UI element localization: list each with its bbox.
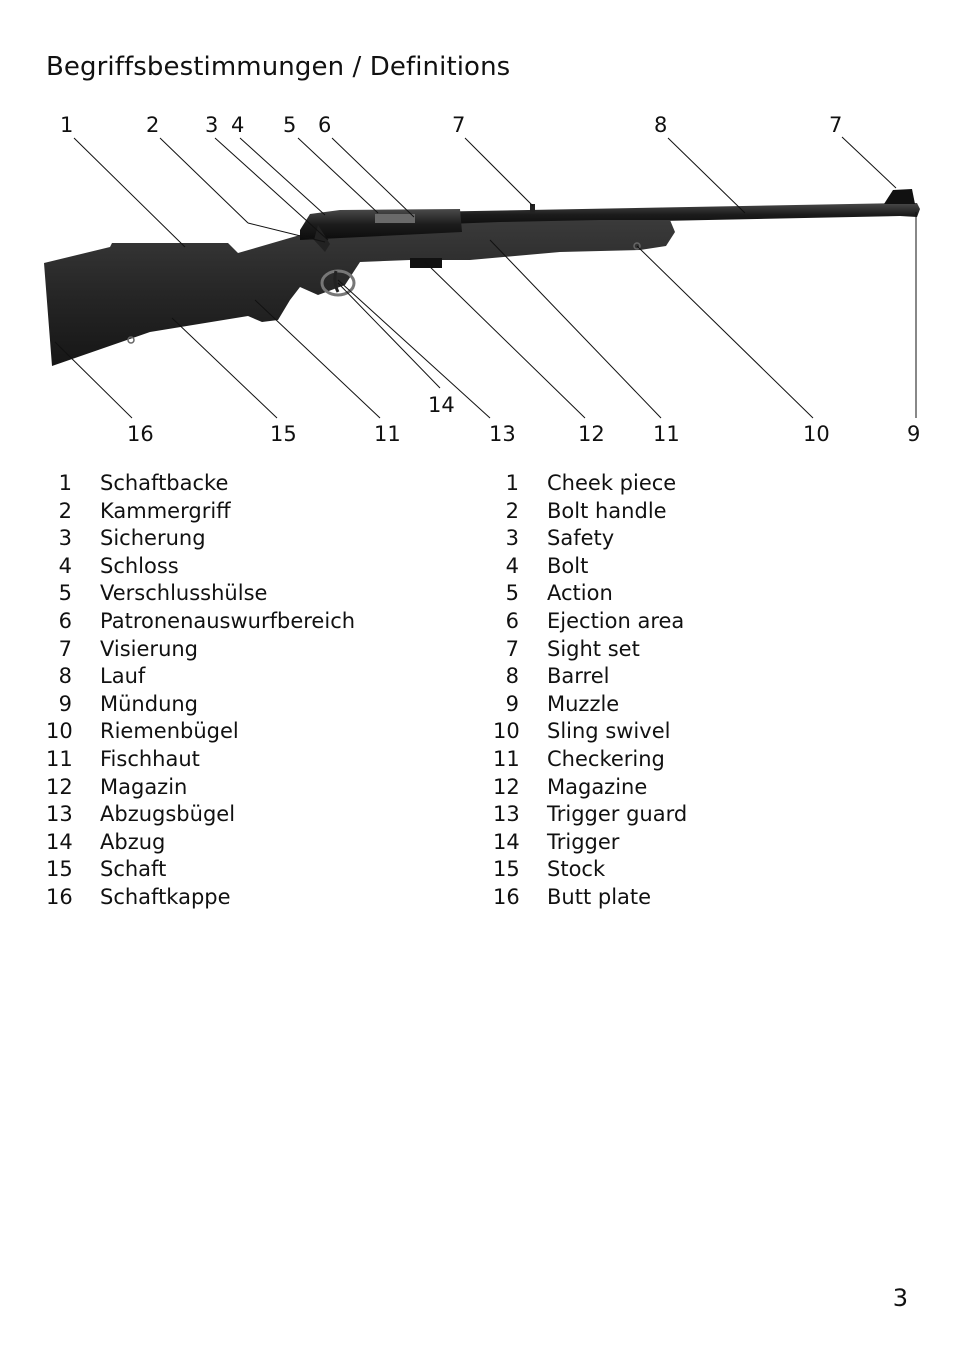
legend-number: 1 — [505, 471, 519, 495]
callout-7: 7 — [452, 113, 466, 137]
legend-label: Lauf — [100, 664, 146, 689]
legend-number: 10 — [46, 719, 73, 744]
legend-number: 13 — [493, 802, 520, 827]
callout-9: 9 — [907, 422, 921, 446]
legend-label: Trigger guard — [547, 802, 688, 827]
legend-number: 2 — [505, 498, 519, 523]
legend-label: Patronenauswurfbereich — [100, 608, 356, 633]
rifle-diagram — [0, 100, 954, 450]
legend-label: Action — [547, 581, 613, 606]
legend-label: Cheek piece — [547, 471, 677, 495]
page-number: 3 — [892, 1284, 908, 1312]
legend-label: Stock — [547, 857, 606, 882]
ejection-port-shape — [375, 214, 415, 223]
legend-number: 14 — [493, 829, 520, 854]
callout-6: 6 — [318, 113, 332, 137]
legend-number: 12 — [493, 774, 520, 799]
callout-14: 14 — [428, 393, 455, 417]
legend-label: Bolt — [547, 553, 589, 578]
callout-10: 10 — [803, 422, 830, 446]
rifle-illustration — [44, 189, 920, 366]
legend-label: Abzugsbügel — [100, 802, 236, 827]
legend-number: 5 — [505, 581, 519, 606]
legend-label: Bolt handle — [547, 498, 667, 523]
legend-label: Magazine — [547, 774, 648, 799]
front-sight-shape — [884, 189, 915, 204]
legend-label: Schaftkappe — [100, 884, 231, 909]
legend-label: Visierung — [100, 636, 199, 661]
legend-label: Ejection area — [547, 608, 685, 633]
legend-number: 6 — [505, 608, 519, 633]
legend-number: 11 — [46, 746, 73, 771]
legend-label: Mündung — [100, 691, 199, 716]
legend-number: 11 — [493, 746, 520, 771]
legend-number: 15 — [46, 857, 73, 882]
legend-label: Sight set — [547, 636, 640, 661]
legend-label: Verschlusshülse — [100, 581, 268, 606]
callout-13: 13 — [489, 422, 516, 446]
legend-label: Sicherung — [100, 526, 206, 551]
callout-2: 2 — [146, 113, 160, 137]
legend-label: Fischhaut — [100, 746, 200, 771]
legend-number: 7 — [58, 636, 72, 661]
legend-label: Schaft — [100, 857, 167, 882]
legend-label: Riemenbügel — [100, 719, 239, 744]
callout-1: 1 — [60, 113, 74, 137]
legend-number: 12 — [46, 774, 73, 799]
legend-label: Trigger — [547, 829, 620, 854]
legend-label: Magazin — [100, 774, 188, 799]
callout-11-forend: 11 — [653, 422, 680, 446]
callout-5: 5 — [283, 113, 297, 137]
legend-label: Checkering — [547, 746, 665, 771]
legend-number: 9 — [505, 691, 519, 716]
legend-number: 7 — [505, 636, 519, 661]
legend-number: 14 — [46, 829, 73, 854]
legend-number: 6 — [58, 608, 72, 633]
legend-label: Muzzle — [547, 691, 620, 716]
legend-number: 8 — [505, 664, 519, 689]
legend-number: 16 — [46, 884, 73, 909]
legend-label: Barrel — [547, 664, 610, 689]
legend-label: Schloss — [100, 553, 179, 578]
callout-15: 15 — [270, 422, 297, 446]
legend-label: Butt plate — [547, 884, 652, 909]
legend-number: 3 — [58, 526, 72, 551]
callout-7-front: 7 — [829, 113, 843, 137]
legend-number: 4 — [505, 553, 519, 578]
legend-number: 4 — [58, 553, 72, 578]
legend-number: 2 — [58, 498, 72, 523]
callout-16: 16 — [127, 422, 154, 446]
legend-number: 1 — [58, 471, 72, 495]
legend-label: Sling swivel — [547, 719, 671, 744]
callout-4: 4 — [231, 113, 245, 137]
legend-number: 16 — [493, 884, 520, 909]
legend-number: 9 — [58, 691, 72, 716]
callout-12: 12 — [578, 422, 605, 446]
legend-number: 5 — [58, 581, 72, 606]
stock-shape — [44, 220, 675, 366]
callout-8: 8 — [654, 113, 668, 137]
legend-number: 13 — [46, 802, 73, 827]
callout-11-stock: 11 — [374, 422, 401, 446]
callout-3: 3 — [205, 113, 219, 137]
legend-label: Safety — [547, 526, 615, 551]
legend-number: 3 — [505, 526, 519, 551]
legend-number: 10 — [493, 719, 520, 744]
legend-label: Abzug — [100, 829, 166, 854]
page-title: Begriffsbestimmungen / Definitions — [46, 52, 511, 82]
legend-number: 8 — [58, 664, 72, 689]
legend-label: Schaftbacke — [100, 471, 229, 495]
legend-number: 15 — [493, 857, 520, 882]
legend-label: Kammergriff — [100, 498, 231, 523]
